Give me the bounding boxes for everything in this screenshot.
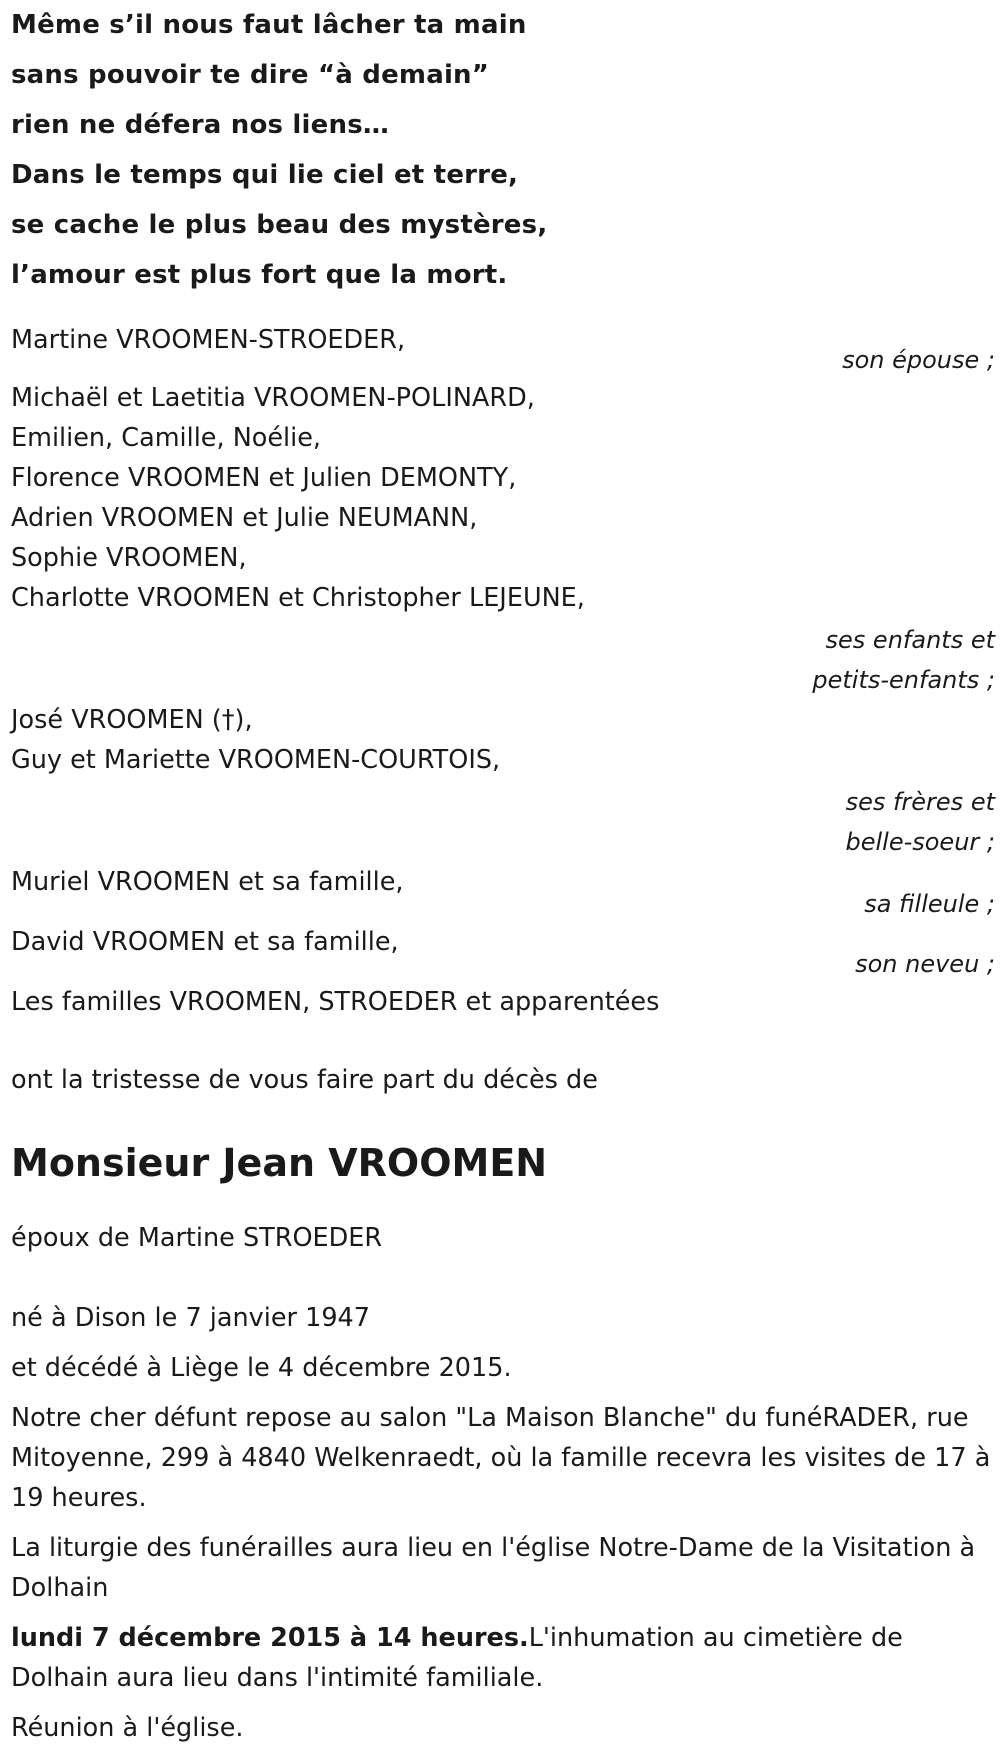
announcement: ont la tristesse de vous faire part du décès de	[11, 1065, 598, 1095]
family-list	[11, 320, 995, 1022]
ceremony-date: lundi 7 décembre 2015 à 14 heures.	[11, 1623, 529, 1653]
family-name: Martine VROOMEN-STROEDER,	[11, 325, 406, 355]
spouse-line: époux de Martine STROEDER	[11, 1223, 383, 1253]
family-role: sa filleule ;	[864, 890, 995, 918]
family-name: Michaël et Laetitia VROOMEN-POLINARD,	[11, 383, 535, 413]
family-entry-spouse	[11, 320, 995, 380]
birth-line: né à Dison le 7 janvier 1947	[11, 1303, 370, 1333]
family-name: Sophie VROOMEN,	[11, 543, 247, 573]
burial-line: L'inhumation au cimetière de Dolhain aura lieu dans l'intimité familiale.	[11, 1623, 903, 1693]
family-name: Adrien VROOMEN et Julie NEUMANN,	[11, 503, 478, 533]
family-name: Charlotte VROOMEN et Christopher LEJEUNE,	[11, 583, 585, 613]
meeting-line: Réunion à l'église.	[11, 1713, 244, 1743]
ceremony-details	[11, 1618, 995, 1698]
family-role: ses frères et belle-soeur ;	[845, 788, 995, 856]
poem-line: sans pouvoir te dire “à demain”	[11, 60, 490, 90]
poem-line: Même s’il nous faut lâcher ta main	[11, 10, 527, 40]
poem-line: Dans le temps qui lie ciel et terre,	[11, 160, 519, 190]
family-name: Florence VROOMEN et Julien DEMONTY,	[11, 463, 517, 493]
family-role: son épouse ;	[842, 346, 995, 374]
family-name: Guy et Mariette VROOMEN-COURTOIS,	[11, 745, 501, 775]
family-name: David VROOMEN et sa famille,	[11, 927, 399, 957]
liturgy-line: La liturgie des funérailles aura lieu en l'église Notre-Dame de la Visitation à Dolhain	[11, 1533, 976, 1603]
family-role: ses enfants et petits-enfants ;	[812, 626, 995, 694]
family-entry-families	[11, 982, 995, 1022]
family-entry-nephew	[11, 922, 995, 984]
family-entry-siblings	[11, 700, 995, 862]
deceased-name: Monsieur Jean VROOMEN	[11, 1141, 548, 1185]
poem	[11, 0, 995, 300]
family-name: Emilien, Camille, Noélie,	[11, 423, 322, 453]
rest-line: Notre cher défunt repose au salon "La Maison Blanche" du funéRADER, rue Mitoyenne, 299 à 4840 Welkenraedt, où la famille recevra les visites de 17 à 19 heures.	[11, 1403, 991, 1513]
family-role: son neveu ;	[855, 950, 995, 978]
poem-line: se cache le plus beau des mystères,	[11, 210, 548, 240]
family-name: Les familles VROOMEN, STROEDER et apparentées	[11, 987, 660, 1017]
obituary-page	[11, 0, 995, 1748]
family-entry-goddaughter	[11, 862, 995, 924]
poem-line: rien ne défera nos liens…	[11, 110, 390, 140]
family-entry-children	[11, 378, 995, 700]
poem-line: l’amour est plus fort que la mort.	[11, 260, 508, 290]
family-name: José VROOMEN (†),	[11, 705, 253, 735]
family-name: Muriel VROOMEN et sa famille,	[11, 867, 404, 897]
death-line: et décédé à Liège le 4 décembre 2015.	[11, 1353, 512, 1383]
